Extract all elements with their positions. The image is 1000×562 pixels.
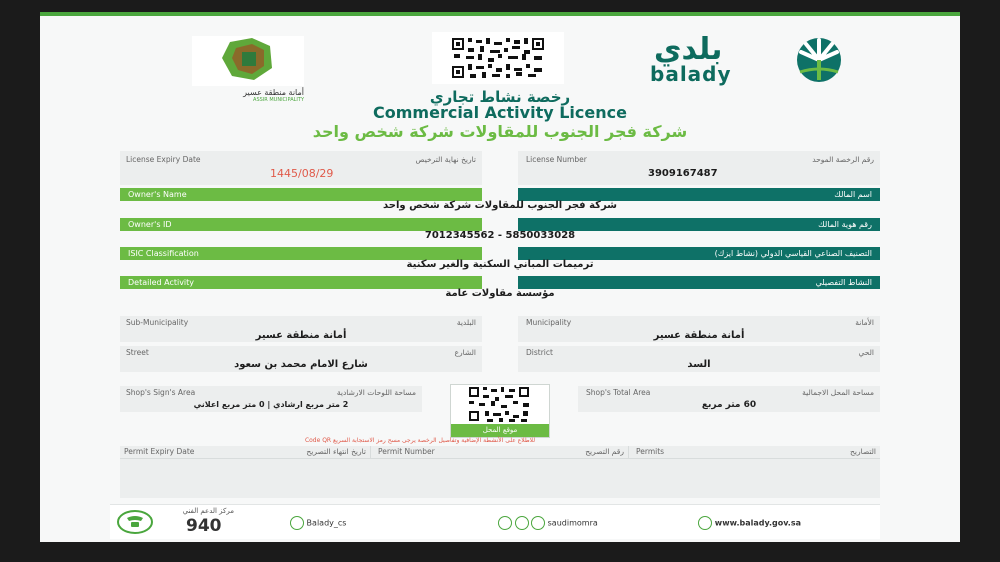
twitter-link[interactable] <box>290 516 346 530</box>
muni-label-en: Municipality <box>526 318 572 327</box>
company-name: شركة فجر الجنوب للمقاولات شركة شخص واحد <box>312 122 688 141</box>
owner-id-value: 7012345562 - 5850033028 <box>424 230 576 241</box>
twitter-icon <box>498 516 512 530</box>
twitter-icon <box>290 516 304 530</box>
district-label-ar: الحي <box>858 348 874 357</box>
permits-ar: التصاريح <box>850 447 876 456</box>
street-label-en: Street <box>126 348 149 357</box>
isic-label-en: ISIC Classification <box>120 247 482 260</box>
detailed-label-en: Detailed Activity <box>120 276 482 289</box>
sign-unit-1: متر مربع ارشادي <box>273 400 340 409</box>
detailed-label-ar: النشاط التفصيلي <box>518 276 880 289</box>
sign-value-1: 2 <box>342 400 349 409</box>
sub-muni-label-ar: البلدية <box>456 318 476 327</box>
expiry-label-en: License Expiry Date <box>126 155 201 164</box>
number-label-ar: رقم الرخصة الموحد <box>812 155 874 164</box>
number-label-en: License Number <box>526 155 587 164</box>
licence-card <box>40 12 960 542</box>
social-handle: saudimomra <box>547 518 598 528</box>
website-link[interactable] <box>698 516 801 530</box>
support-number: 940 <box>186 516 222 536</box>
detailed-value: مؤسسة مقاولات عامة <box>445 288 555 299</box>
asir-emblem-icon <box>192 36 304 86</box>
header-qr-code <box>432 32 564 84</box>
permit-number-en: Permit Number <box>378 447 435 456</box>
isic-value: ترميمات المباني السكنية والغير سكنية <box>406 259 594 270</box>
qr-code-icon <box>451 385 547 423</box>
permit-number-ar: رقم التصريح <box>585 447 624 456</box>
sign-unit-2: متر مربع اعلاني <box>193 400 257 409</box>
twitter-handle: Balady_cs <box>306 518 347 528</box>
street-label-ar: الشارع <box>454 348 476 357</box>
sign-separator: | <box>267 400 271 409</box>
title-en: Commercial Activity Licence <box>373 103 627 122</box>
footer <box>110 504 880 539</box>
total-area-label-en: Shop's Total Area <box>586 388 651 397</box>
permit-expiry-en: Permit Expiry Date <box>124 447 195 456</box>
phone-icon <box>116 509 154 535</box>
owner-name-label-en: Owner's Name <box>120 188 482 201</box>
title-ar: رخصة نشاط تجاري <box>429 88 571 106</box>
balady-logo <box>646 34 886 92</box>
expiry-label-ar: تاريخ نهاية الترخيص <box>415 155 476 164</box>
isic-label-ar: التصنيف الصناعي القياسي الدولي (نشاط ايزك) <box>518 247 880 260</box>
asir-logo <box>192 36 304 102</box>
license-number-field <box>518 151 880 185</box>
sub-muni-label-en: Sub-Municipality <box>126 318 189 327</box>
sub-muni-value: أمانة منطقة عسير <box>255 330 347 341</box>
owner-name-value: شركة فجر الجنوب للمقاولات شركة شخص واحد <box>382 200 618 211</box>
owner-id-label-ar: رقم هوية المالك <box>518 218 880 231</box>
permits-col <box>630 446 880 458</box>
social-links[interactable] <box>498 516 598 530</box>
total-area-value: 60 متر مربع <box>701 400 757 410</box>
facebook-icon <box>515 516 529 530</box>
balady-name-ar: بلدي <box>654 32 723 67</box>
shop-location-qr[interactable] <box>450 384 550 438</box>
asir-name-en: ASSIR MUNICIPALITY <box>253 97 304 103</box>
district-label-en: District <box>526 348 553 357</box>
sign-value-2: 0 <box>259 400 265 409</box>
globe-icon <box>698 516 712 530</box>
qr-caption: موقع المحل <box>451 424 549 437</box>
permit-expiry-col <box>120 446 371 458</box>
asir-name-ar: أمانة منطقة عسير <box>243 88 304 97</box>
sign-area-label-ar: مساحة اللوحات الارشادية <box>336 388 416 397</box>
district-value: السد <box>687 359 711 370</box>
qr-code-icon <box>436 36 560 80</box>
owner-id-label-en: Owner's ID <box>120 218 482 231</box>
street-value: شارع الامام محمد بن سعود <box>234 359 368 370</box>
license-expiry-field <box>120 151 482 185</box>
total-area-label-ar: مساحة المحل الاجمالية <box>802 388 874 397</box>
youtube-icon <box>531 516 545 530</box>
permit-expiry-ar: تاريخ انتهاء التصريح <box>306 447 366 456</box>
qr-notice: للاطلاع على الأنشطة الإضافية وتفاصيل الرخصة يرجى مسح رمز الاستجابة السريع Code QR <box>304 437 536 444</box>
sign-area-value <box>120 400 422 409</box>
permits-header <box>120 446 880 459</box>
permit-number-col <box>372 446 629 458</box>
palm-tree-icon <box>786 36 852 84</box>
expiry-value: 1445/08/29 <box>270 167 334 180</box>
muni-value: أمانة منطقة عسير <box>653 330 745 341</box>
website-url: www.balady.gov.sa <box>714 518 801 528</box>
balady-name-en: balady <box>650 62 732 86</box>
support-label: مركز الدعم الفني <box>182 507 234 515</box>
permits-en: Permits <box>636 447 665 456</box>
number-value: 3909167487 <box>648 168 718 179</box>
owner-name-label-ar: اسم المالك <box>518 188 880 201</box>
sign-area-label-en: Shop's Sign's Area <box>126 388 196 397</box>
permits-table <box>120 446 880 498</box>
muni-label-ar: الأمانة <box>855 318 874 327</box>
